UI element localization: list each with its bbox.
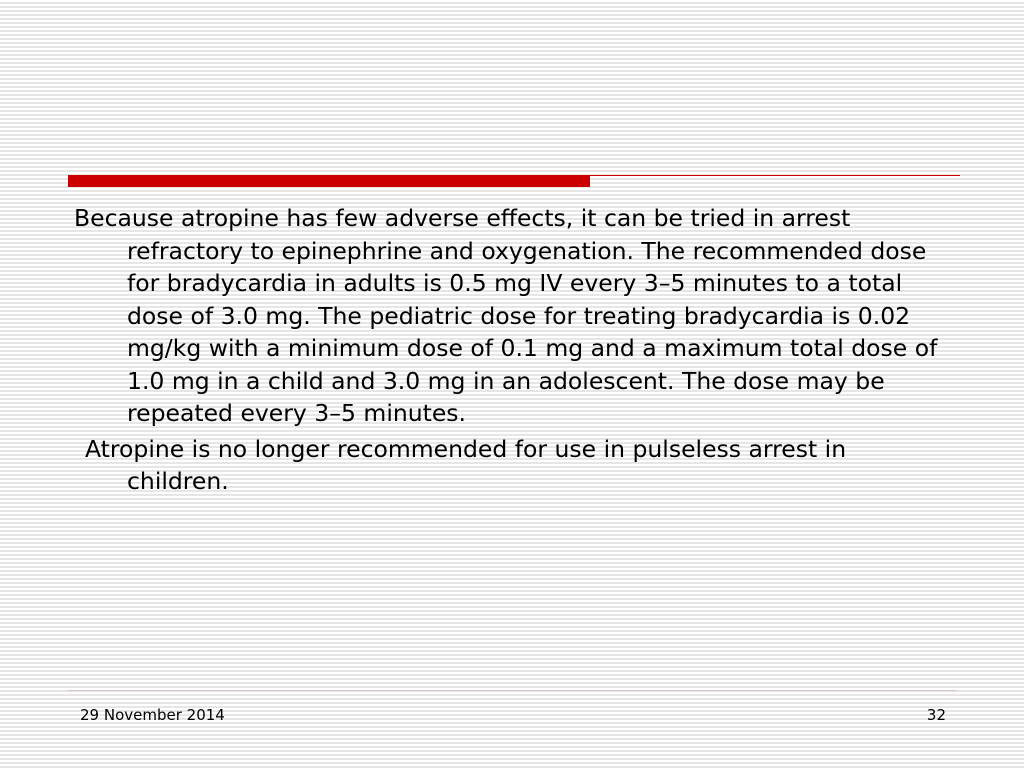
title-accent-line [590, 175, 960, 176]
title-accent-bar [68, 175, 590, 187]
slide-number: 32 [926, 706, 946, 724]
footer-divider [68, 690, 956, 691]
slide-body [74, 202, 954, 498]
paragraph-atropine-pulseless: Atropine is no longer recommended for use in pulseless arrest in children. [85, 434, 847, 495]
paragraph-atropine-dosing: Because atropine has few adverse effects, it can be tried in arrest refractory to epinephrine and oxygenation. The recommended dose for bradycardia in adults is 0.5 mg IV every 3–5 minutes to a total dose of 3.0 mg. The pediatric dose for treating bradycardia is 0.02 mg/kg with a minimum dose of 0.1 mg and a maximum total dose of 1.0 mg in a child and 3.0 mg in an adolescent. The dose may be repeated every 3–5 minutes. [74, 204, 938, 427]
footer-date: 29 November 2014 [80, 706, 225, 724]
